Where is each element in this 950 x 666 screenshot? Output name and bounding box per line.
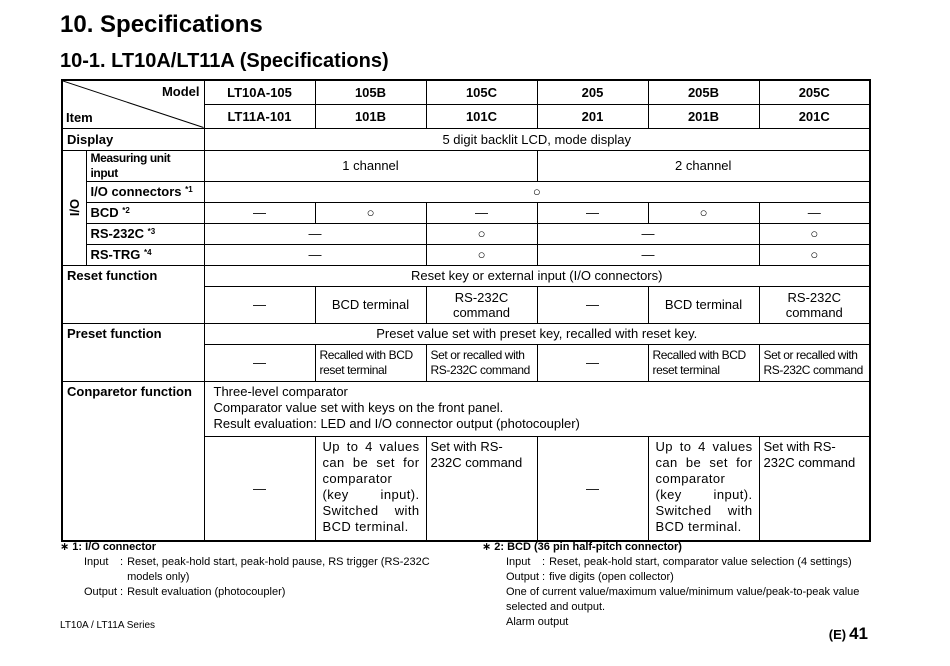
reset-205b: BCD terminal [648, 286, 759, 323]
rs232c-205c: ○ [759, 223, 870, 244]
model-101b: 101B [315, 104, 426, 128]
comparator-105b: Up to 4 values can be set for comparator (key input). Switched with BCD terminal. [315, 436, 426, 541]
rstrg-105c: ○ [426, 244, 537, 265]
page-number [829, 624, 868, 644]
model-201b: 201B [648, 104, 759, 128]
comparator-line-3: Result evaluation: LED and I/O connector output (photocoupler) [213, 415, 580, 431]
footnote-2-input-key: Input [506, 556, 531, 568]
rs232c-105-105b: — [204, 223, 426, 244]
footnote-2-title: ∗ 2: BCD (36 pin half-pitch connector) [482, 541, 682, 553]
preset-105c: Set or recalled with RS-232C command [426, 344, 537, 381]
bcd-205b: ○ [648, 202, 759, 223]
measuring-unit-label: Measuring unit input [86, 150, 204, 181]
comparator-205b: Up to 4 values can be set for comparator (key input). Switched with BCD terminal. [648, 436, 759, 541]
bcd-205c: — [759, 202, 870, 223]
io-connectors-all: ○ [204, 181, 870, 202]
rs232c-205-205b: — [537, 223, 759, 244]
footnote-2-input-row: Input : Reset, peak-hold start, comparator value selection (4 settings) [482, 555, 870, 570]
item-label: Item [66, 109, 93, 125]
reset-summary: Reset key or external input (I/O connectors) [204, 265, 870, 286]
footnote-1-input-key: Input [84, 556, 109, 568]
reset-105: — [204, 286, 315, 323]
rstrg-205c: ○ [759, 244, 870, 265]
comparator-summary [204, 381, 870, 436]
preset-105b: Recalled with BCD reset terminal [315, 344, 426, 381]
note-1-ref: *1 [185, 185, 193, 194]
note-4-ref: *4 [143, 248, 152, 257]
footnote-2 [482, 540, 870, 630]
bcd-205: — [537, 202, 648, 223]
comparator-205: — [537, 436, 648, 541]
model-101c: 101C [426, 104, 537, 128]
footnote-2-output-value: five digits (open collector) [549, 571, 674, 583]
measuring-2-channel: 2 channel [537, 150, 870, 181]
preset-205b: Recalled with BCD reset terminal [648, 344, 759, 381]
footnote-1 [60, 540, 450, 600]
preset-function-label: Preset function [62, 323, 204, 381]
footnote-1-title: ∗ 1: I/O connector [60, 541, 157, 553]
measuring-1-channel: 1 channel [204, 150, 537, 181]
comparator-line-2: Comparator value set with keys on the front panel. [213, 399, 504, 415]
footnote-1-output-row: Output : Result evaluation (photocoupler) [60, 585, 450, 600]
display-value: 5 digit backlit LCD, mode display [204, 128, 870, 150]
footnote-1-input-value: Reset, peak-hold start, peak-hold pause, RS trigger (RS-232C models only) [127, 556, 430, 583]
reset-205: — [537, 286, 648, 323]
bcd-105b: ○ [315, 202, 426, 223]
rstrg-105-105b: — [204, 244, 426, 265]
model-lt11a-101: LT11A-101 [204, 104, 315, 128]
footnote-2-output-key: Output [506, 571, 540, 583]
rstrg-label: RS-TRG $^{*4}$ [86, 244, 204, 265]
bcd-105: — [204, 202, 315, 223]
bcd-label: BCD $^{*2}$ [86, 202, 204, 223]
footnote-1-output-key: Output [84, 586, 118, 598]
footnote-2-extra-2: Alarm output [506, 616, 569, 628]
model-201c: 201C [759, 104, 870, 128]
bcd-105c: — [426, 202, 537, 223]
comparator-105: — [204, 436, 315, 541]
rs232c-label: RS-232C $^{*3}$ [86, 223, 204, 244]
footnote-1-output-value: Result evaluation (photocoupler) [127, 586, 286, 598]
reset-function-label: Reset function [62, 265, 204, 323]
model-205c: 205C [759, 80, 870, 104]
model-105c: 105C [426, 80, 537, 104]
comparator-line-1: Three-level comparator [213, 383, 348, 399]
model-item-header [62, 80, 204, 128]
reset-105b: BCD terminal [315, 286, 426, 323]
model-105b: 105B [315, 80, 426, 104]
model-label: Model [161, 84, 200, 99]
footnote-2-extra-1: One of current value/maximum value/minimum value/peak-to-peak value selected and output. [506, 586, 860, 613]
rstrg-205-205b: — [537, 244, 759, 265]
reset-205c: RS-232C command [759, 286, 870, 323]
preset-205: — [537, 344, 648, 381]
display-label: Display [62, 128, 204, 150]
note-3-ref: *3 [147, 227, 156, 236]
model-205b: 205B [648, 80, 759, 104]
preset-105: — [204, 344, 315, 381]
model-205: 205 [537, 80, 648, 104]
reset-105c: RS-232C command [426, 286, 537, 323]
preset-205c: Set or recalled with RS-232C command [759, 344, 870, 381]
comparator-205c: Set with RS-232C command [759, 436, 870, 541]
footer-series-name: LT10A / LT11A Series [60, 620, 156, 631]
preset-summary: Preset value set with preset key, recalled with reset key. [204, 323, 870, 344]
comparator-function-label: Conparetor function [62, 381, 204, 541]
footnote-2-input-value: Reset, peak-hold start, comparator value selection (4 settings) [549, 556, 852, 568]
comparator-105c: Set with RS-232C command [426, 436, 537, 541]
io-connectors-label: I/O connectors $^{*1}$ [86, 181, 204, 202]
rs232c-105c: ○ [426, 223, 537, 244]
language-marker: (E) [828, 627, 847, 642]
model-201: 201 [537, 104, 648, 128]
section-heading: 10. Specifications [60, 11, 263, 38]
note-2-ref: *2 [122, 206, 130, 215]
io-group-label: I/O [62, 150, 86, 265]
page-number-value: 41 [849, 624, 868, 643]
subsection-heading: 10-1. LT10A/LT11A (Specifications) [60, 50, 389, 72]
model-lt10a-105: LT10A-105 [204, 80, 315, 104]
footnote-1-input-row: Input : Reset, peak-hold start, peak-hold pause, RS trigger (RS-232C models only) [60, 555, 450, 585]
footnote-2-output-row: Output : five digits (open collector) [482, 570, 870, 585]
specifications-table [61, 79, 871, 542]
